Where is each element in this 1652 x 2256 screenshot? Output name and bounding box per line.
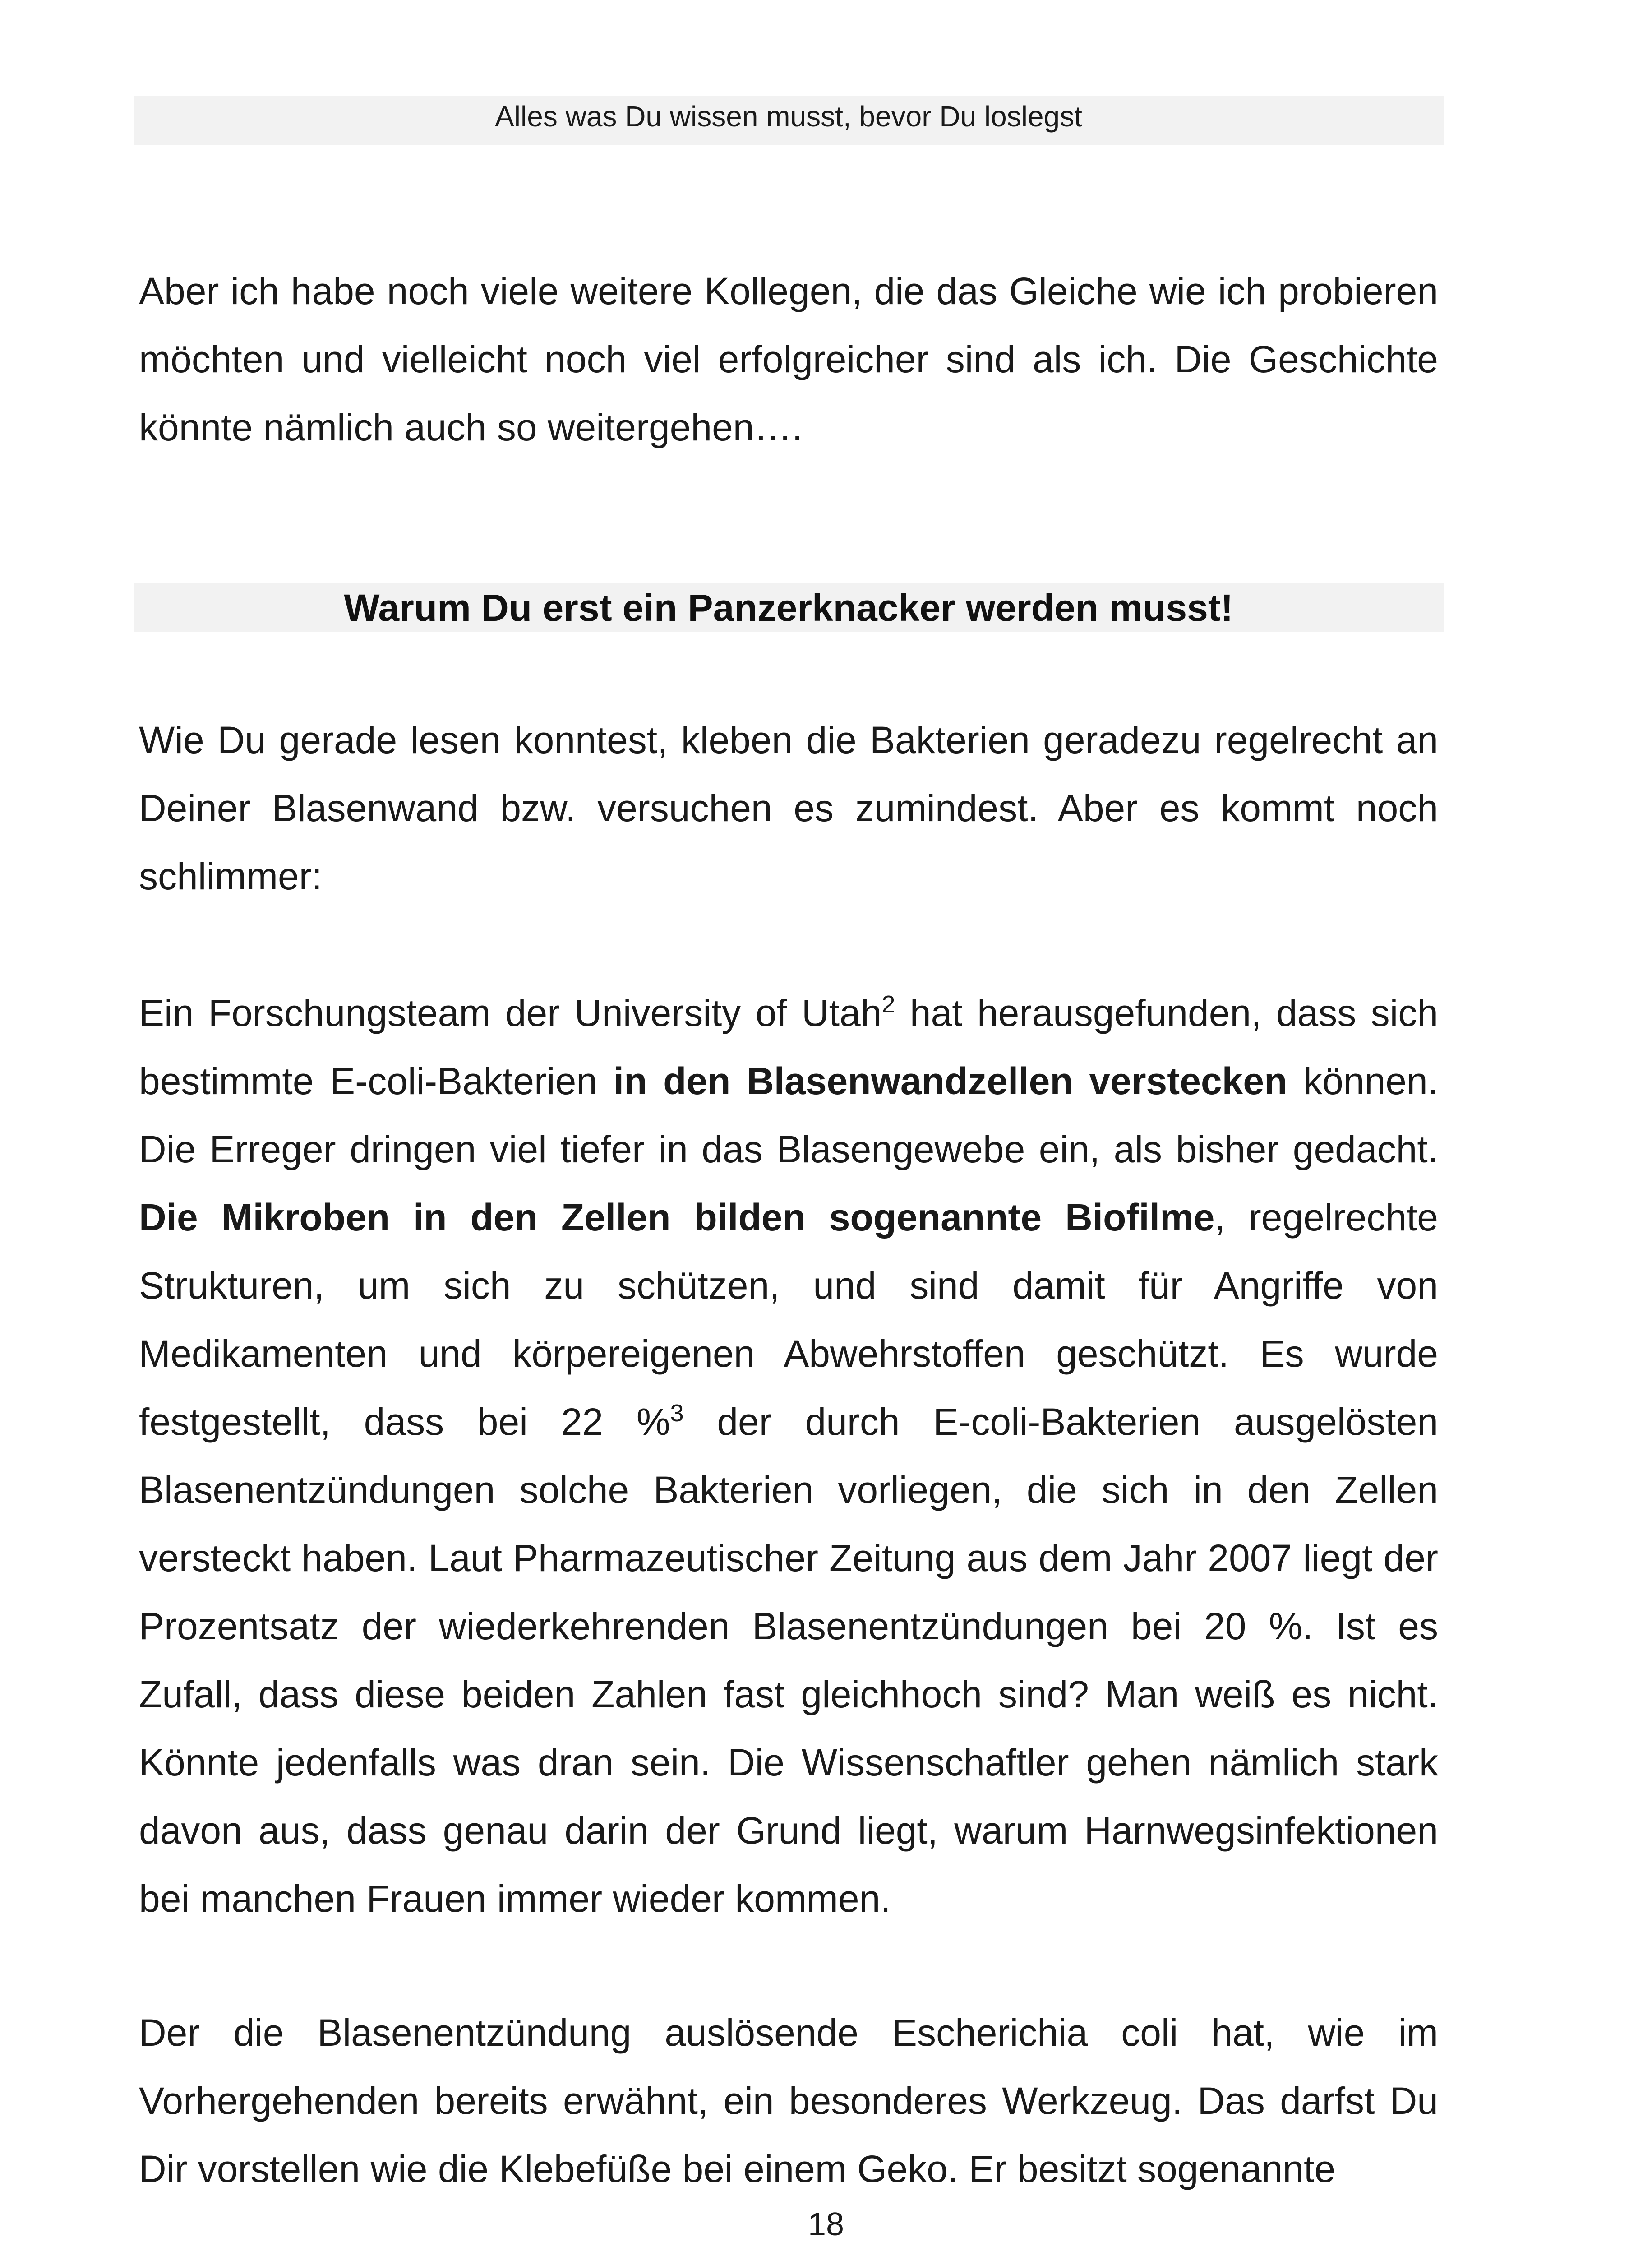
research-bold-hiding: in den Blasenwandzellen verstecken — [613, 1060, 1287, 1102]
paragraph-bacteria-stick — [139, 706, 1438, 911]
running-header-title: Alles was Du wissen musst, bevor Du loslegst — [495, 100, 1082, 133]
research-text-part-5: der durch E-coli-Bakterien ausgelösten Blasenentzündungen solche Bakterien vorliegen, die sich in den Zellen versteckt haben. Laut Pharmazeutischer Zeitung aus dem Jahr 2007 liegt der Prozentsatz der wiederkehrenden Blasenentzündungen bei 20 %. Ist es Zufall, dass diese beiden Zahlen fast gleichhoch sind? Man weiß es nicht. Könnte jedenfalls was dran sein. Die Wissenschaftler gehen nämlich stark davon aus, dass genau darin der Grund liegt, warum Harnwegsinfektionen bei manchen Frauen immer wieder kommen. — [139, 1401, 1438, 1920]
research-text-part-4: , regelrechte Strukturen, um sich zu schützen, und sind damit für Angriffe von Medikamenten und körpereigenen Abwehrstoffen geschützt. Es wurde festgestellt, dass bei 22 % — [139, 1196, 1439, 1443]
paragraph-intro — [139, 257, 1438, 462]
research-text-part-2: hat herausgefunden, dass sich bestimmte E-coli-Bakterien — [139, 992, 1438, 1102]
paragraph-escherichia — [139, 1999, 1438, 2203]
running-header — [134, 96, 1444, 145]
footnote-ref-3: 3 — [670, 1400, 684, 1427]
section-heading — [134, 583, 1444, 632]
section-heading-text: Warum Du erst ein Panzerknacker werden musst! — [344, 587, 1233, 629]
research-text-part-3: können. Die Erreger dringen viel tiefer in das Blasengewebe ein, als bisher gedacht. — [139, 1060, 1438, 1170]
paragraph-intro-text: Aber ich habe noch viele weitere Kollegen, die das Gleiche wie ich probieren möchten und vielleicht noch viel erfolgreicher sind als ich. Die Geschichte könnte nämlich auch so weitergehen…. — [139, 270, 1438, 448]
research-bold-biofilm: Die Mikroben in den Zellen bilden sogenannte Biofilme — [139, 1196, 1215, 1239]
footnote-ref-2: 2 — [881, 991, 895, 1018]
paragraph-escherichia-text: Der die Blasenentzündung auslösende Escherichia coli hat, wie im Vorhergehenden bereits erwähnt, ein besonderes Werkzeug. Das darfst Du Dir vorstellen wie die Klebefüße bei einem Geko. Er besitzt sogenannte — [139, 2011, 1438, 2190]
paragraph-research-text — [139, 979, 1438, 1933]
paragraph-bacteria-stick-text: Wie Du gerade lesen konntest, kleben die Bakterien geradezu regelrecht an Deiner Blasenwand bzw. versuchen es zumindest. Aber es kommt noch schlimmer: — [139, 719, 1438, 897]
research-text-part-1: Ein Forschungsteam der University of Utah — [139, 992, 882, 1034]
paragraph-research — [139, 979, 1438, 1933]
page-number: 18 — [808, 2206, 844, 2242]
